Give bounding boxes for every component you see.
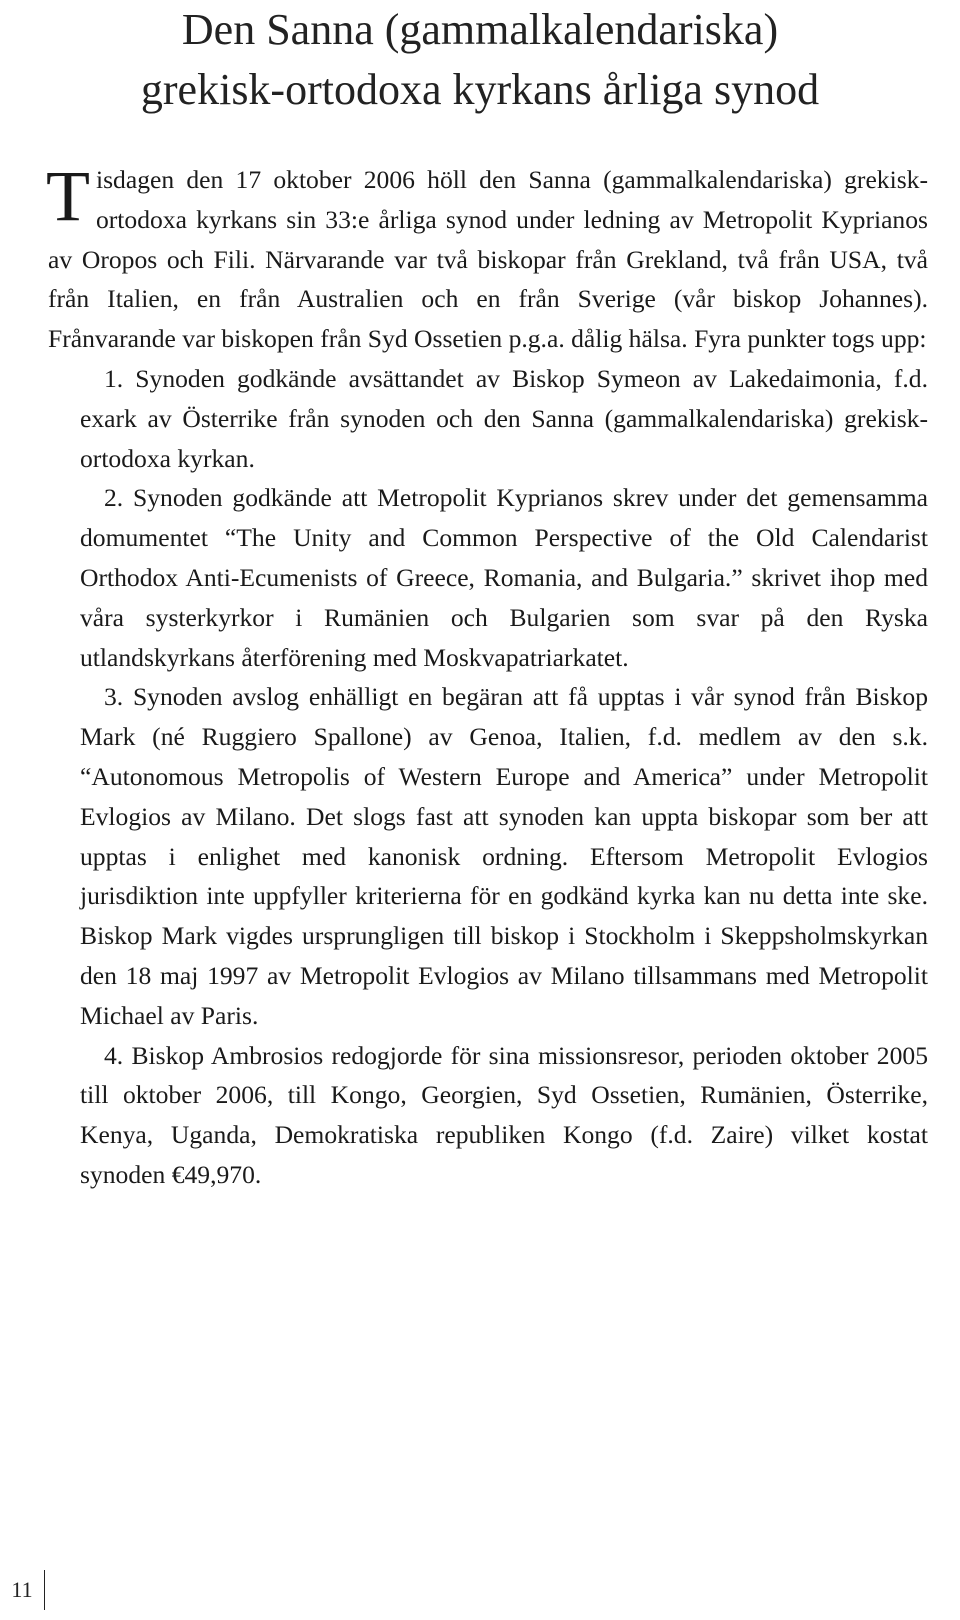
list-item-1: 1. Synoden godkände avsättandet av Biskop Symeon av Lakedaimonia, f.d. exark av Österrike från synoden och den Sanna (gammalkalendariska) grekisk-ortodoxa kyrkan. [80,363,928,473]
intro-paragraph [46,156,928,359]
list-item-3: 3. Synoden avslog enhälligt en begäran att få upptas i vår synod från Biskop Mark (né Ruggiero Spallone) av Genoa, Italien, f.d. medlem av den s.k. “Autonomous Metropolis of Western Europe and America” under Metropolit Evlogios av Milano. Det slogs fast att synoden kan uppta biskopar som ber att upptas i enlighet med kanonisk ordning. Eftersom Metropolit Evlogios jurisdiktion inte uppfyller kriterierna för en godkänd kyrka kan nu detta inte ske. Biskop Mark vigdes ursprungligen till biskop i Stockholm i Skeppsholmskyrkan den 18 maj 1997 av Metropolit Evlogios av Milano tillsammans med Metropolit Michael av Paris. [80,682,928,1030]
article-body [46,156,928,1195]
intro-text: isdagen den 17 oktober 2006 höll den Sanna (gammalkalendariska) grekisk-ortodoxa kyrkans sin 33:e årliga synod under ledning av Metropolit Kyprianos av Oropos och Fili. Närvarande var två biskopar från Grekland, två från USA, två från Italien, en från Australien och en från Sverige (vår biskop Johannes). Frånvarande var biskopen från Syd Ossetien p.g.a. dålig hälsa. Fyra punkter togs upp: [48,165,928,354]
drop-cap: T [46,156,90,236]
title-line-1: Den Sanna (gammalkalendariska) [181,5,779,54]
list-item-2: 2. Synoden godkände att Metropolit Kyprianos skrev under det gemensamma domumentet “The Unity and Common Perspective of the Old Calendarist Orthodox Anti-Ecumenists of Greece, Romania, and Bulgaria.” skrivet ihop med våra systerkyrkor i Rumänien och Bulgarien som svar på den Ryska utlandskyrkans återförening med Moskvapatriarkatet. [80,483,928,672]
page-number: 11 [0,1570,45,1610]
title-line-2: grekisk-ortodoxa kyrkans årliga synod [140,65,820,114]
list-item-4: 4. Biskop Ambrosios redogjorde för sina missionsresor, perioden oktober 2005 till oktober 2006, till Kongo, Georgien, Syd Ossetien, Rumänien, Österrike, Kenya, Uganda, Demokratiska republiken Kongo (f.d. Zaire) vilket kostat synoden €49,970. [80,1040,928,1189]
article-title [40,0,920,120]
